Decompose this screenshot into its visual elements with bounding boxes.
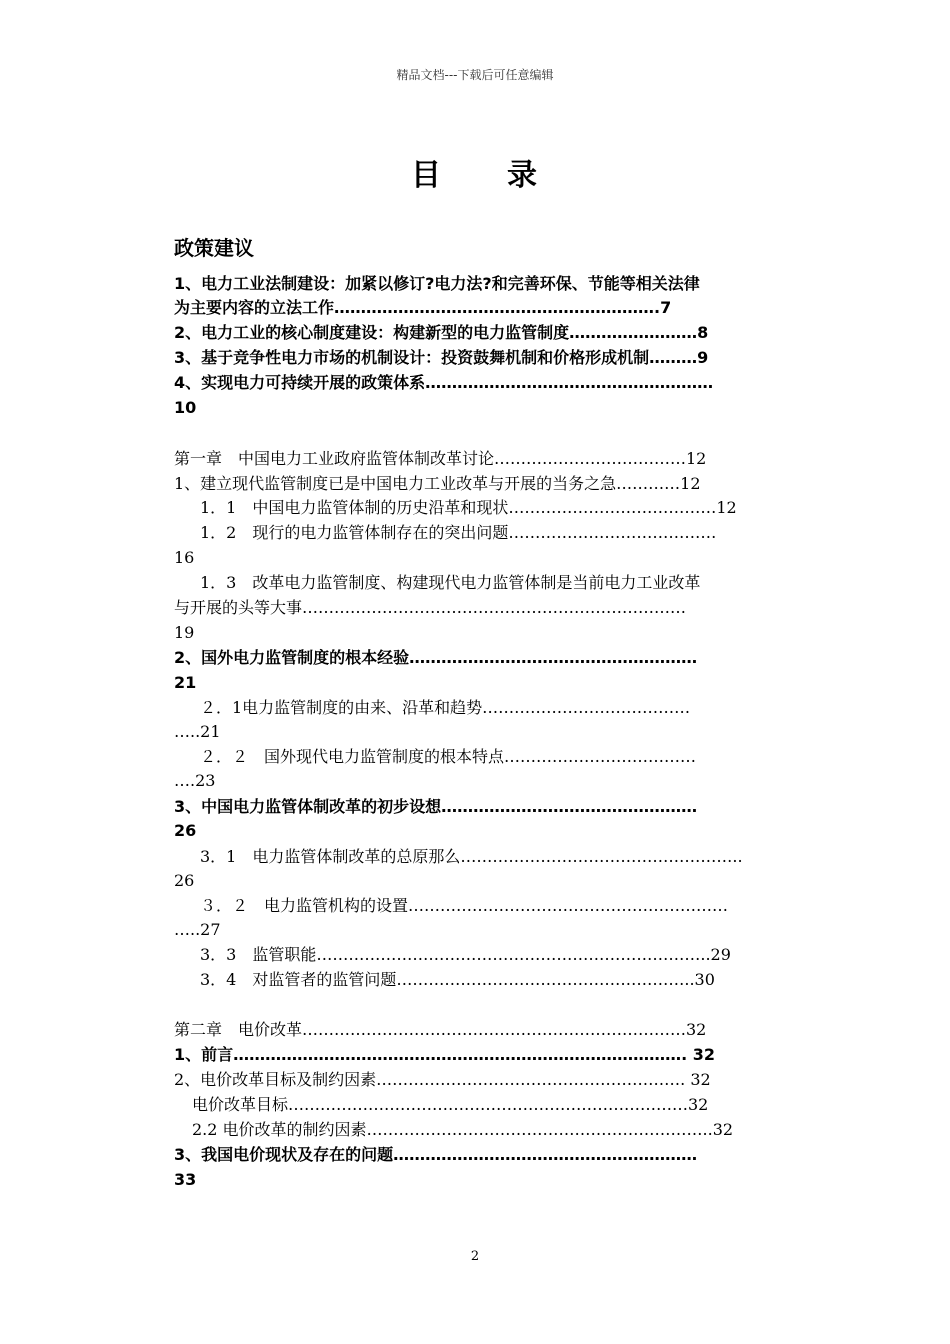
toc-entry: 1．2 现行的电力监管体制存在的突出问题………………………………… [200,523,717,542]
toc-entry: 33 [174,1170,197,1189]
toc-entry: 1、电力工业法制建设：加紧以修订?电力法?和完善环保、节能等相关法律 [174,274,700,293]
page-title [0,150,950,194]
toc-entry: 3、基于竞争性电力市场的机制设计：投资鼓舞机制和价格形成机制………9 [174,348,709,367]
toc-entry: ３．２ 电力监管机构的设置…………………………………………………… [200,896,729,915]
toc-entry: 2、国外电力监管制度的根本经验……………………………………………… [174,648,698,667]
toc-entry: …..27 [174,920,221,939]
toc-entry: 4、实现电力可持续开展的政策体系……………………………………………… [174,373,714,392]
toc-entry: 26 [174,871,195,890]
toc-entry: 1、建立现代监管制度已是中国电力工业改革与开展的当务之急…………12 [174,474,701,493]
toc-entry: 电价改革目标…………………………………………………………………32 [192,1095,709,1114]
toc-entry: 第二章 电价改革………………………………………………………………32 [174,1020,707,1039]
toc-entry: 16 [174,548,195,567]
title-char-left: 目 [411,158,443,193]
page-number: 2 [470,1249,480,1264]
toc-entry: 1．1 中国电力监管体制的历史沿革和现状…………………………………12 [200,498,737,517]
toc-entry: …..21 [174,722,221,741]
toc-entry: 2、电价改革目标及制约因素…………………………………………………. 32 [174,1070,711,1089]
toc-entry: 19 [174,623,195,642]
toc-entry: ２．1电力监管制度的由来、沿革和趋势………………………………… [200,698,691,717]
toc-entry: 与开展的头等大事……………………………………………………………… [174,598,687,617]
toc-entry: 1．3 改革电力监管制度、构建现代电力监管体制是当前电力工业改革 [200,573,701,592]
page-header: 精品文档---下载后可任意编辑 [396,68,554,82]
toc-entry: 21 [174,673,197,692]
toc-entry: 1、前言…………………………………………………………………………. 32 [174,1045,716,1064]
toc-entry: 3、中国电力监管体制改革的初步设想………………………………………… [174,797,698,816]
title-char-right: 录 [507,158,539,193]
toc-entry: 10 [174,398,197,417]
toc-entry: 3、我国电价现状及存在的问题………………………………………………… [174,1145,698,1164]
toc-entry: 26 [174,821,197,840]
section-heading: 政策建议 [174,236,254,260]
toc-entry: 3．4 对监管者的监管问题………………………………………………..30 [200,970,715,989]
toc-entry: 2、电力工业的核心制度建设：构建新型的电力监管制度……………………8 [174,323,709,342]
toc-entry: ２．２ 国外现代电力监管制度的根本特点……………………………… [200,747,697,766]
toc-entry: 3．1 电力监管体制改革的总原那么…………………………………………….. [200,847,743,866]
toc-entry: 2.2 电价改革的制约因素………………………………………………………..32 [192,1120,734,1139]
toc-entry: 为主要内容的立法工作…………………………………………………….7 [174,298,672,317]
toc-entry: 3．3 监管职能………………………………………………………………..29 [200,945,731,964]
toc-entry: 第一章 中国电力工业政府监管体制改革讨论………………………………12 [174,449,707,468]
toc-entry: ….23 [174,771,216,790]
